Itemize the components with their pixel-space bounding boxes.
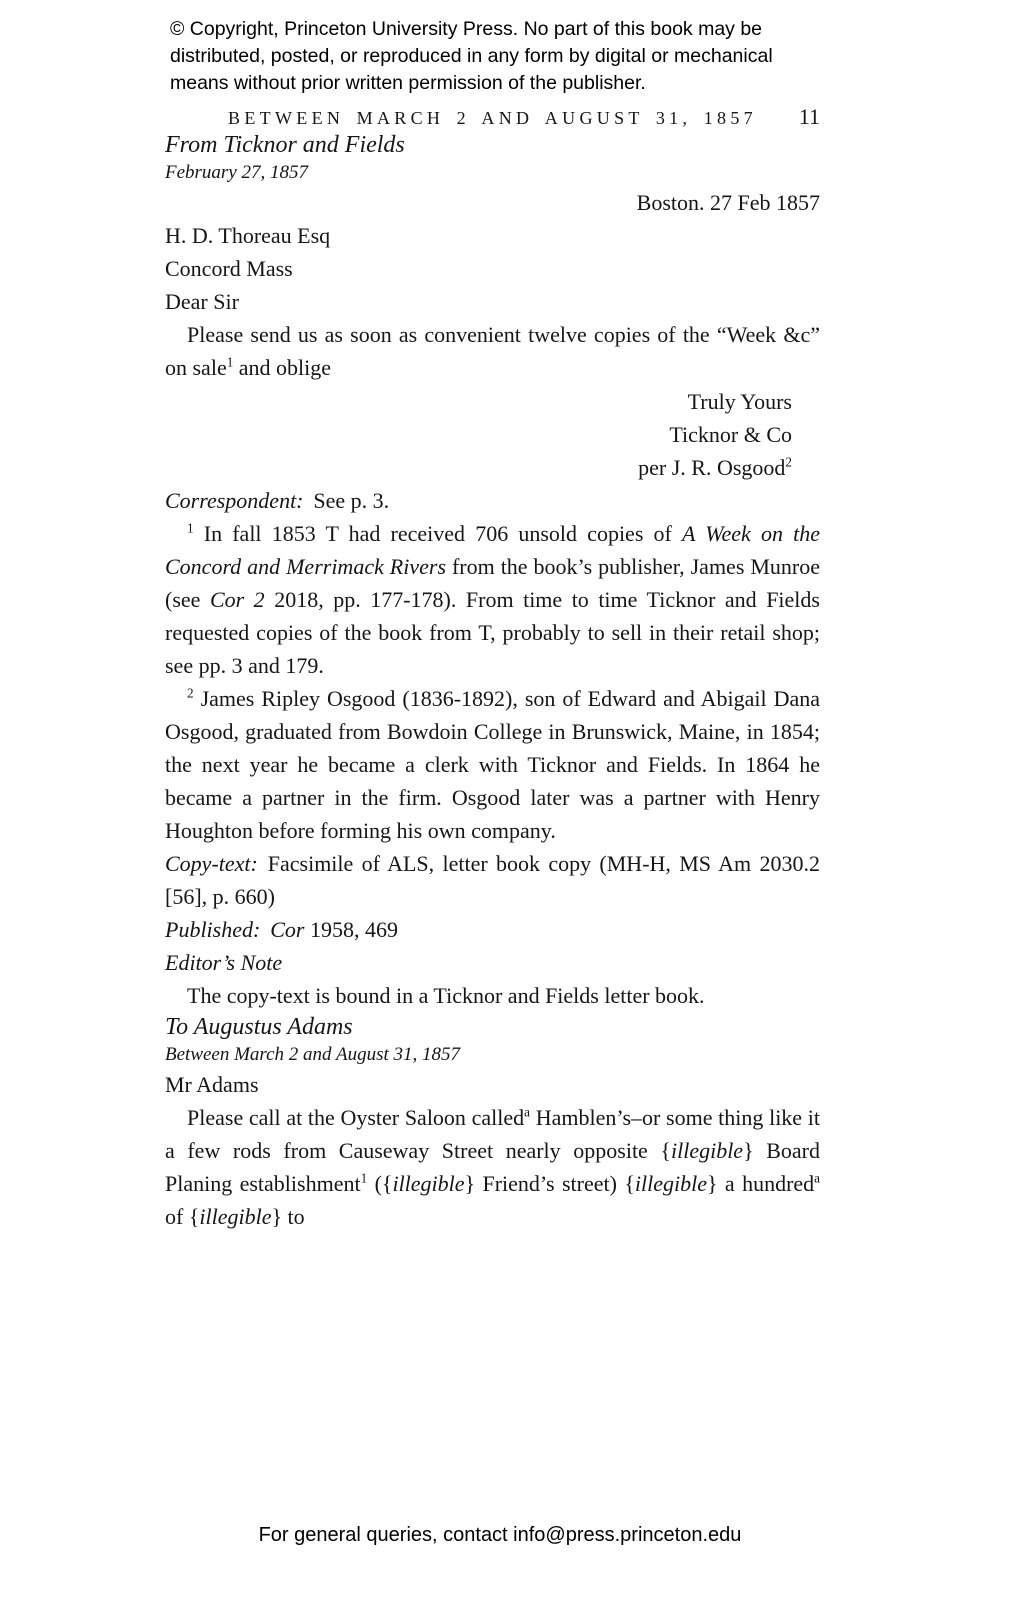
- footnote-number: 2: [187, 685, 194, 701]
- running-head: BETWEEN MARCH 2 AND AUGUST 31, 1857: [228, 108, 757, 128]
- text-segment: of {: [165, 1204, 200, 1229]
- book-title: A Week on the Concord and Merrimack Rivers: [165, 521, 820, 579]
- text-segment: 2018, pp. 177-178). From time to time Ticknor and Fields requested copies of the book from T, probably to sell in their retail shop; see pp. 3 and 179.: [165, 587, 820, 678]
- text-block: [165, 102, 820, 1233]
- text-segment: from the book’s publisher, James Munroe (see: [165, 554, 820, 612]
- alteration-marker: a: [814, 1170, 821, 1186]
- footnote-marker: 1: [360, 1170, 368, 1186]
- recipient-line: H. D. Thoreau Esq: [165, 223, 331, 248]
- editors-note-heading: Editor’s Note: [165, 950, 283, 975]
- text-segment: } a hundred: [706, 1171, 815, 1196]
- book-title: Cor: [270, 917, 305, 942]
- letter2-heading: To Augustus Adams: [165, 1014, 353, 1040]
- illegible-marker: illegible: [634, 1171, 707, 1196]
- copy-text-note: [165, 847, 820, 913]
- footnote-marker: 1: [226, 354, 234, 370]
- copyright-line: distributed, posted, or reproduced in any form by digital or mechanical: [170, 45, 773, 67]
- alteration-marker: a: [524, 1104, 531, 1120]
- footnote-1: [165, 517, 820, 682]
- correspondent-note: [165, 484, 820, 517]
- letter1-dateline: Boston. 27 Feb 1857: [636, 190, 820, 215]
- footnote-number: 1: [187, 520, 194, 536]
- letter2-date: Between March 2 and August 31, 1857: [165, 1044, 460, 1065]
- copyright-line: means without prior written permission of the publisher.: [170, 72, 646, 94]
- text-segment: } to: [271, 1204, 305, 1229]
- letter2-body: [165, 1101, 820, 1233]
- text-segment: 1958, 469: [304, 917, 398, 942]
- text-segment: } Board Planing establishment: [165, 1138, 820, 1196]
- published-note: [165, 913, 820, 946]
- signature-line: Truly Yours: [687, 389, 792, 414]
- correspondent-label: Correspondent:: [165, 488, 304, 513]
- copy-text-label: Copy-text:: [165, 851, 258, 876]
- text-segment: } Friend’s street) {: [464, 1171, 635, 1196]
- published-label: Published:: [165, 917, 261, 942]
- footnote-2: [165, 682, 820, 847]
- text-segment: Please call at the Oyster Saloon called: [187, 1105, 525, 1130]
- copyright-line: © Copyright, Princeton University Press. No part of this book may be: [170, 18, 763, 40]
- illegible-marker: illegible: [392, 1171, 465, 1196]
- copyright-notice: [170, 16, 860, 97]
- editors-note-text: The copy-text is bound in a Ticknor and Fields letter book.: [187, 983, 705, 1008]
- running-head-row: [165, 102, 820, 130]
- text-segment: See p. 3.: [313, 488, 390, 513]
- text-segment: per J. R. Osgood: [638, 455, 786, 480]
- letter1-heading: From Ticknor and Fields: [165, 132, 405, 158]
- illegible-marker: illegible: [670, 1138, 744, 1163]
- footnote-marker: 2: [785, 454, 792, 470]
- signature-block: [165, 385, 820, 484]
- text-segment: Facsimile of ALS, letter book copy (MH-H, MS Am 2030.2 [56], p. 660): [165, 851, 820, 909]
- book-title: Cor 2: [209, 587, 265, 612]
- letter2-salutation: Mr Adams: [165, 1072, 259, 1097]
- text-segment: Hamblen’s–or some thing like it a few rods from Causeway Street nearly opposite {: [165, 1105, 820, 1163]
- text-segment: and oblige: [233, 355, 332, 380]
- signature-line: Ticknor & Co: [669, 422, 792, 447]
- text-segment: ({: [367, 1171, 393, 1196]
- recipient-line: Concord Mass: [165, 256, 293, 281]
- salutation: Dear Sir: [165, 289, 239, 314]
- illegible-marker: illegible: [199, 1204, 272, 1229]
- footer-queries-line: For general queries, contact info@press.princeton.edu: [258, 1524, 742, 1546]
- page-number: 11: [798, 104, 820, 129]
- text-segment: James Ripley Osgood (1836-1892), son of Edward and Abigail Dana Osgood, graduated from Bowdoin College in Brunswick, Maine, in 1854; the next year he became a clerk with Ticknor and Fields. In 1864 he became a partner in the firm. Osgood later was a partner with Henry Houghton before forming his own company.: [165, 686, 820, 843]
- signature-line: [165, 451, 792, 484]
- letter1-date: February 27, 1857: [165, 162, 309, 183]
- text-segment: In fall 1853 T had received 706 unsold copies of: [193, 521, 683, 546]
- text-segment: Please send us as soon as convenient twelve copies of the “Week &c” on sale: [165, 322, 820, 380]
- letter1-body: [165, 318, 820, 384]
